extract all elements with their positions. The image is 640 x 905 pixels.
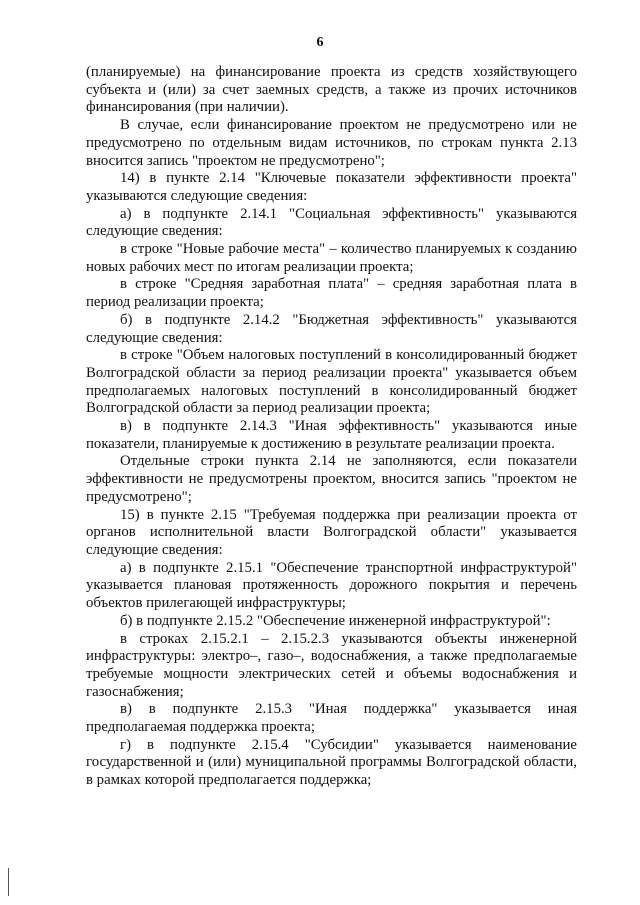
paragraph: (планируемые) на финансирование проекта из средств хозяйствующего субъекта и (или) за счет заемных средств, а также из прочих источников финансирования (при наличии). <box>86 64 577 116</box>
paragraph: Отдельные строки пункта 2.14 не заполняются, если показатели эффективности не предусмотрены проектом, вносится запись "проектом не предусмотрено"; <box>86 453 577 505</box>
paragraph: 15) в пункте 2.15 "Требуемая поддержка при реализации проекта от органов исполнительной власти Волгоградской области" указывается следующие сведения: <box>86 506 577 558</box>
document-body <box>86 64 577 790</box>
paragraph: 14) в пункте 2.14 "Ключевые показатели эффективности проекта" указываются следующие сведения: <box>86 170 577 204</box>
scan-margin-mark <box>8 868 9 896</box>
paragraph: в) в подпункте 2.14.3 "Иная эффективность" указываются иные показатели, планируемые к достижению в результате реализации проекта. <box>86 418 577 452</box>
paragraph: в строке "Новые рабочие места" – количество планируемых к созданию новых рабочих мест по итогам реализации проекта; <box>86 241 577 275</box>
paragraph: б) в подпункте 2.15.2 "Обеспечение инженерной инфраструктурой": <box>120 612 551 629</box>
page-number: 6 <box>316 35 324 50</box>
paragraph: В случае, если финансирование проектом не предусмотрено или не предусмотрено по отдельным видам источников, по строкам пункта 2.13 вносится запись "проектом не предусмотрено"; <box>86 117 577 169</box>
paragraph: а) в подпункте 2.15.1 "Обеспечение транспортной инфраструктурой" указывается плановая протяженность дорожного покрытия и перечень объектов прилегающей инфраструктуры; <box>86 559 577 612</box>
paragraph: б) в подпункте 2.14.2 "Бюджетная эффективность" указываются следующие сведения: <box>86 311 577 346</box>
paragraph: в строке "Средняя заработная плата" – средняя заработная плата в период реализации проекта; <box>86 276 577 311</box>
paragraph: в строках 2.15.2.1 – 2.15.2.3 указываются объекты инженерной инфраструктуры: электро–, газо–, водоснабжения, а также предполагаемые требуемые мощности электрических сетей и объемы водоснабжения и газоснабжения; <box>86 630 577 700</box>
paragraph: г) в подпункте 2.15.4 "Субсидии" указывается наименование государственной и (или) муниципальной программы Волгоградской области, в рамках которой предполагается поддержка; <box>86 736 577 789</box>
paragraph: а) в подпункте 2.14.1 "Социальная эффективность" указываются следующие сведения: <box>86 205 577 240</box>
paragraph: в строке "Объем налоговых поступлений в консолидированный бюджет Волгоградской области за период реализации проекта" указывается объем предполагаемых налоговых поступлений в консолидированный бюджет Волгоградской области за период реализации проекта; <box>86 347 577 417</box>
paragraph: в) в подпункте 2.15.3 "Иная поддержка" указывается иная предполагаемая поддержка проекта; <box>86 701 577 736</box>
